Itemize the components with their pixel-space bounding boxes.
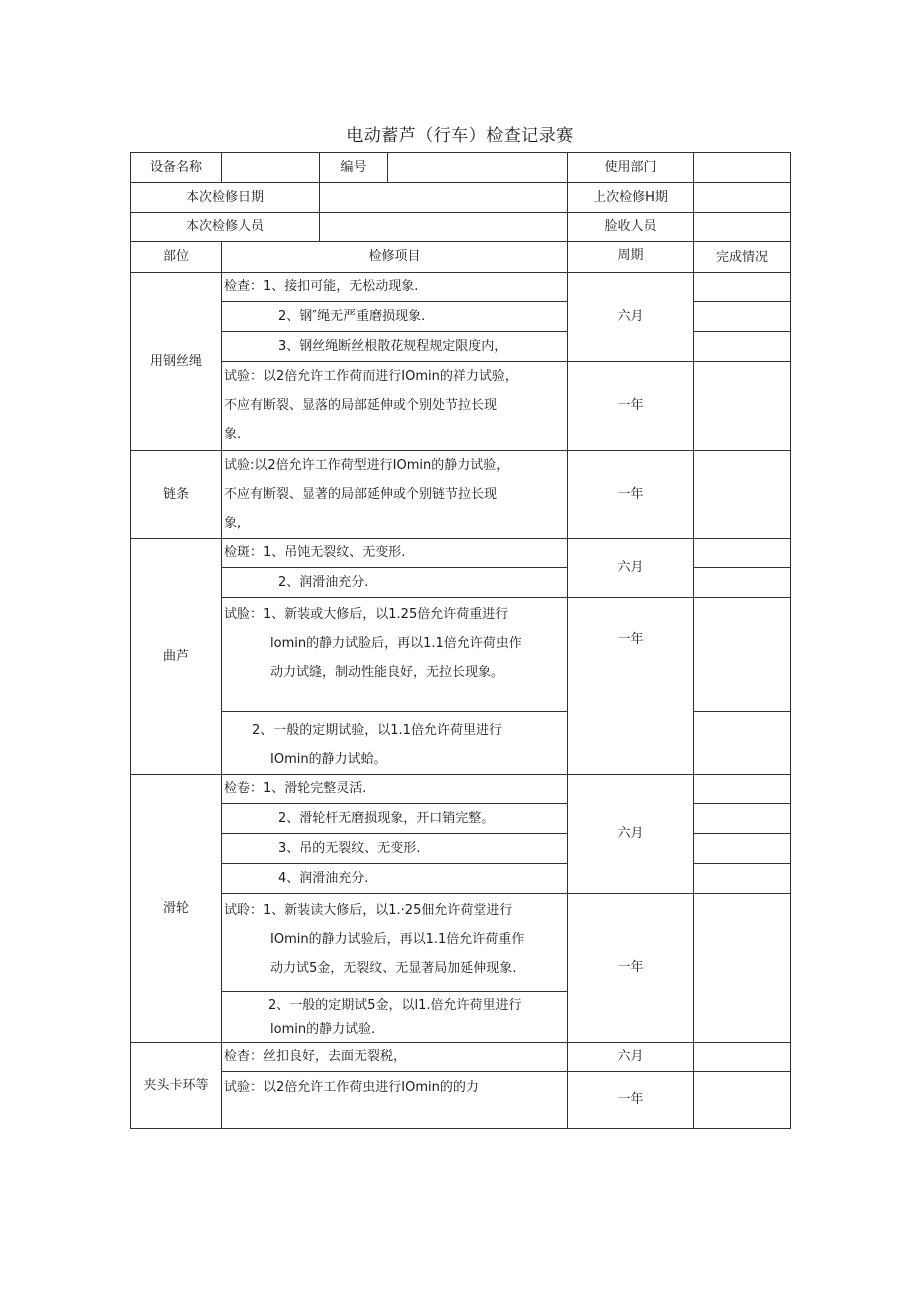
chain-test-line: 不应有断裂、显著的局部延伸或个别链节拉长现 bbox=[224, 487, 498, 502]
last-date-label: 上次检修H期 bbox=[568, 183, 694, 213]
status-cell[interactable] bbox=[694, 1072, 791, 1129]
this-staff-value[interactable] bbox=[320, 213, 568, 242]
status-cell[interactable] bbox=[694, 273, 791, 302]
wire-test-line: 象. bbox=[224, 427, 242, 442]
number-label: 编号 bbox=[320, 153, 388, 183]
hoist-test-2 bbox=[222, 712, 568, 775]
chain-test-line: 试验:以2倍允许工作荷型进行IOmin的静力试验， bbox=[224, 458, 510, 473]
status-cell[interactable] bbox=[694, 332, 791, 362]
pulley-test-line: lomin的静力试验. bbox=[270, 1022, 376, 1037]
part-pulley: 滑轮 bbox=[131, 775, 222, 1043]
hoist-test-1 bbox=[222, 598, 568, 712]
pulley-check-2: 2、滑轮杆无磨损现象，开口销完整。 bbox=[222, 804, 568, 834]
number-value[interactable] bbox=[388, 153, 568, 183]
status-cell[interactable] bbox=[694, 362, 791, 451]
column-period: 周期 bbox=[568, 242, 694, 273]
hoist-period-6m: 六月 bbox=[568, 539, 694, 598]
wire-test bbox=[222, 362, 568, 451]
status-cell[interactable] bbox=[694, 864, 791, 894]
chain-period-1y: 一年 bbox=[568, 451, 694, 539]
pulley-test-line: 动力试5金，无裂纹、无显著局加延伸现象. bbox=[270, 961, 517, 976]
pulley-test-line: IOmin的静力试验后，再以1.1倍允许荷重作 bbox=[270, 932, 525, 947]
pulley-period-1y: 一年 bbox=[568, 894, 694, 1043]
hoist-test-line: IOmin的静力试蛤。 bbox=[270, 752, 387, 767]
pulley-period-6m: 六月 bbox=[568, 775, 694, 894]
pulley-test-2 bbox=[222, 992, 568, 1043]
column-status: 完成情况 bbox=[694, 242, 791, 273]
pulley-test-line: 试聆：1、新装读大修后，以1.·25佃允许荷堂进行 bbox=[224, 903, 513, 918]
hoist-check-2: 2、润滑油充分. bbox=[222, 568, 568, 598]
page-title: 电动蓄芦（行车）检查记录赛 bbox=[346, 126, 574, 146]
status-cell[interactable] bbox=[694, 804, 791, 834]
this-date-value[interactable] bbox=[320, 183, 568, 213]
equipment-name-label: 设备名称 bbox=[131, 153, 222, 183]
this-date-label: 本次检修日期 bbox=[131, 183, 320, 213]
wire-period-6m: 六月 bbox=[568, 273, 694, 362]
pulley-check-1: 检卷：1、滑轮完整灵活. bbox=[222, 775, 568, 804]
part-chain: 链条 bbox=[131, 451, 222, 539]
wire-check-1: 检查：1、接扣可能，无松动现象. bbox=[222, 273, 568, 302]
inspection-table bbox=[130, 152, 791, 1129]
clamp-check: 检杳：丝扣良好，去面无裂税， bbox=[222, 1043, 568, 1072]
clamp-period-1y: 一年 bbox=[568, 1072, 694, 1129]
part-hoist: 曲芦 bbox=[131, 539, 222, 775]
hoist-check-1: 检斑：1、吊饨无裂纹、无变形. bbox=[222, 539, 568, 568]
hoist-test-line: lomin的静力试脸后，再以1.1倍允许荷虫作 bbox=[270, 636, 522, 651]
status-cell[interactable] bbox=[694, 598, 791, 712]
clamp-test: 试验：以2倍允许工作荷虫进行IOmin的的力 bbox=[222, 1072, 568, 1129]
status-cell[interactable] bbox=[694, 451, 791, 539]
wire-check-3: 3、钢丝绳断丝根散花规程规定限度内， bbox=[222, 332, 568, 362]
hoist-test-line: 2、一般的定期试验，以1.1倍允许荷里进行 bbox=[252, 723, 502, 738]
hoist-period-1y: 一年 bbox=[568, 598, 694, 775]
pulley-test-line: 2、一般的定期试5金，以l1.倍允许荷里进行 bbox=[268, 998, 522, 1013]
status-cell[interactable] bbox=[694, 894, 791, 1043]
wire-period-1y: 一年 bbox=[568, 362, 694, 451]
this-staff-label: 本次检修人员 bbox=[131, 213, 320, 242]
status-cell[interactable] bbox=[694, 775, 791, 804]
equipment-name-value[interactable] bbox=[222, 153, 320, 183]
part-clamp: 夹头卡环等 bbox=[131, 1043, 222, 1129]
wire-test-line: 不应有断裂、显落的局部延伸或个别处节拉长现 bbox=[224, 398, 498, 413]
acceptor-label: 脸收人员 bbox=[568, 213, 694, 242]
pulley-test-1 bbox=[222, 894, 568, 992]
status-cell[interactable] bbox=[694, 834, 791, 864]
wire-test-line: 试验：以2倍允许工作荷而进行IOmin的祥力试验， bbox=[224, 369, 518, 384]
column-part: 部位 bbox=[131, 242, 222, 273]
status-cell[interactable] bbox=[694, 539, 791, 568]
clamp-period-6m: 六月 bbox=[568, 1043, 694, 1072]
acceptor-value[interactable] bbox=[694, 213, 791, 242]
status-cell[interactable] bbox=[694, 712, 791, 775]
hoist-test-line: 试脸：1、新装或大修后，以1.25倍允许荷重进行 bbox=[224, 607, 509, 622]
department-label: 使用部门 bbox=[568, 153, 694, 183]
chain-test-line: 象, bbox=[224, 516, 242, 531]
pulley-check-3: 3、吊的无裂纹、无变形. bbox=[222, 834, 568, 864]
status-cell[interactable] bbox=[694, 302, 791, 332]
last-date-value[interactable] bbox=[694, 183, 791, 213]
part-wire: 用钢丝绳 bbox=[131, 273, 222, 451]
department-value[interactable] bbox=[694, 153, 791, 183]
hoist-test-line: 动力试缝，制动性能良好，无拉长现象。 bbox=[270, 665, 505, 680]
wire-check-2: 2、钢″绳无严重磨损现象. bbox=[222, 302, 568, 332]
chain-test bbox=[222, 451, 568, 539]
column-item: 检修项目 bbox=[222, 242, 568, 273]
pulley-check-4: 4、润滑油充分. bbox=[222, 864, 568, 894]
status-cell[interactable] bbox=[694, 568, 791, 598]
status-cell[interactable] bbox=[694, 1043, 791, 1072]
